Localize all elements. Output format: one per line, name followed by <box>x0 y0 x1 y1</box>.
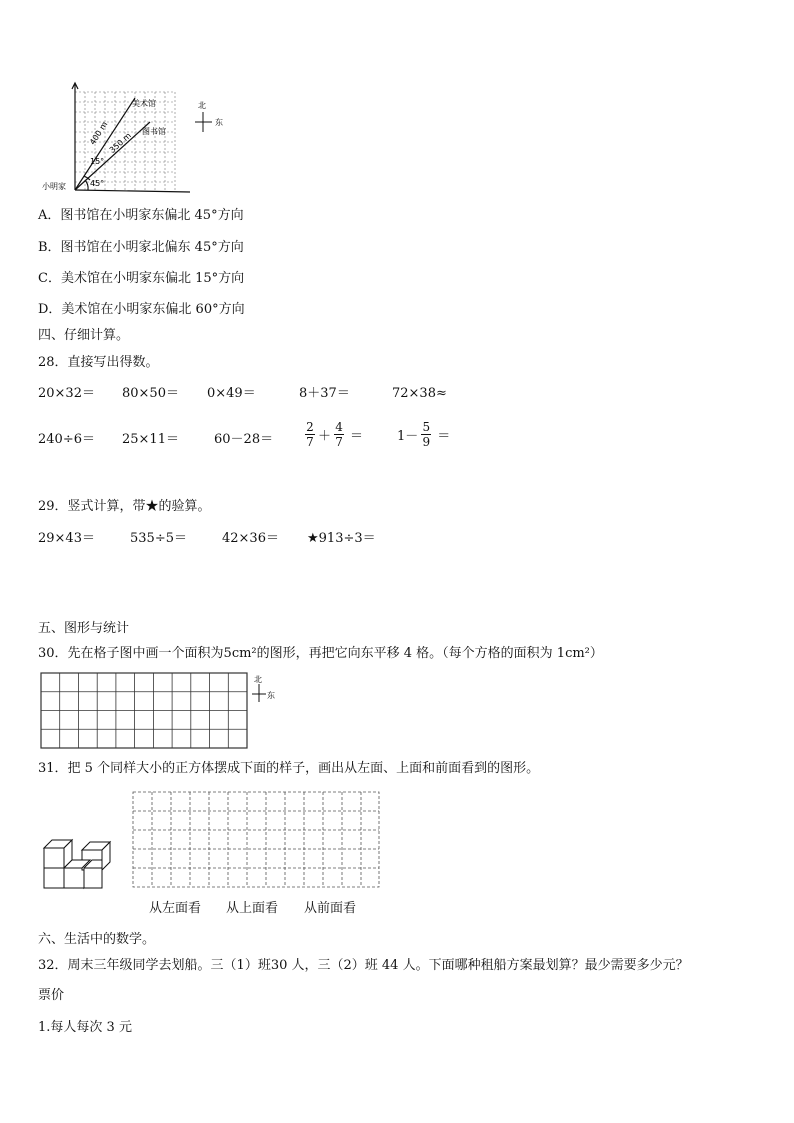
q31-title: 31．把 5 个同样大小的正方体摆成下面的样子，画出从左面、上面和前面看到的图形。 <box>38 761 540 776</box>
q31-label-front: 从前面看 <box>304 901 357 916</box>
frac2-num: 5 <box>422 420 431 434</box>
q31-dotted-grid <box>132 791 382 889</box>
frac1-op: ＋ <box>318 429 332 444</box>
q30-grid <box>40 672 290 750</box>
frac2-prefix: 1－ <box>397 429 419 444</box>
q28-item-3: 0×49＝ <box>207 386 256 401</box>
section-4-heading: 四、仔细计算。 <box>38 328 130 343</box>
option-a: A．图书馆在小明家东偏北 45°方向 <box>38 208 244 223</box>
q28-item-6: 240÷6＝ <box>38 432 95 447</box>
q28-item-1: 20×32＝ <box>38 386 95 401</box>
map-library-label: 图书馆 <box>142 127 166 136</box>
q31-cubes <box>42 832 122 890</box>
frac2-eq: ＝ <box>437 429 451 444</box>
q28-item-7: 25×11＝ <box>122 432 179 447</box>
q32-plan-1: 1.每人每次 3 元 <box>38 1020 132 1035</box>
q31-label-left: 从左面看 <box>149 901 202 916</box>
q29-item-2: 535÷5＝ <box>130 531 187 546</box>
q28-title: 28．直接写出得数。 <box>38 355 159 370</box>
q32-price-label: 票价 <box>38 988 65 1003</box>
q29-item-4: ★913÷3＝ <box>307 531 376 546</box>
q28-item-8: 60－28＝ <box>214 432 274 447</box>
frac1-den1: 7 <box>306 435 314 449</box>
map-compass-north: 北 <box>198 101 206 110</box>
q28-item-4: 8＋37＝ <box>299 386 350 401</box>
frac1-den2: 7 <box>335 435 343 449</box>
frac2-den: 9 <box>422 435 431 449</box>
map-home-label: 小明家 <box>42 182 66 191</box>
option-d: D．美术馆在小明家东偏北 60°方向 <box>38 302 245 317</box>
section-6-heading: 六、生活中的数学。 <box>38 932 156 947</box>
q29-item-1: 29×43＝ <box>38 531 95 546</box>
map-dist-museum: 400 m <box>87 120 110 147</box>
section-5-heading: 五、图形与统计 <box>38 621 130 636</box>
q28-item-2: 80×50＝ <box>122 386 179 401</box>
map-museum-label: 美术馆 <box>132 99 156 108</box>
q28-fraction-diff <box>397 420 450 449</box>
frac1-num2: 4 <box>335 420 343 434</box>
map-figure <box>40 80 240 200</box>
frac1-eq: ＝ <box>350 429 364 444</box>
map-angle-15: 15° <box>90 157 105 166</box>
q30-compass-north: 北 <box>254 675 262 684</box>
map-dist-library: 350 m <box>107 131 133 155</box>
frac1-num1: 2 <box>306 420 314 434</box>
option-c: C．美术馆在小明家东偏北 15°方向 <box>38 271 245 286</box>
map-compass-east: 东 <box>215 118 223 127</box>
q32-title: 32．周末三年级同学去划船。三（1）班30 人，三（2）班 44 人。下面哪种租船方案最划算？最少需要多少元？ <box>38 958 689 973</box>
q29-title: 29．竖式计算，带★的验算。 <box>38 499 211 514</box>
q28-fraction-sum <box>305 420 363 449</box>
option-b: B．图书馆在小明家北偏东 45°方向 <box>38 240 244 255</box>
q28-item-5: 72×38≈ <box>392 386 447 401</box>
q30-title: 30．先在格子图中画一个面积为5cm²的图形，再把它向东平移 4 格。（每个方格的面积为 1cm²） <box>38 646 603 661</box>
q29-item-3: 42×36＝ <box>222 531 279 546</box>
map-angle-45: 45° <box>90 179 105 188</box>
q30-compass-east: 东 <box>267 691 275 700</box>
q31-label-top: 从上面看 <box>226 901 279 916</box>
